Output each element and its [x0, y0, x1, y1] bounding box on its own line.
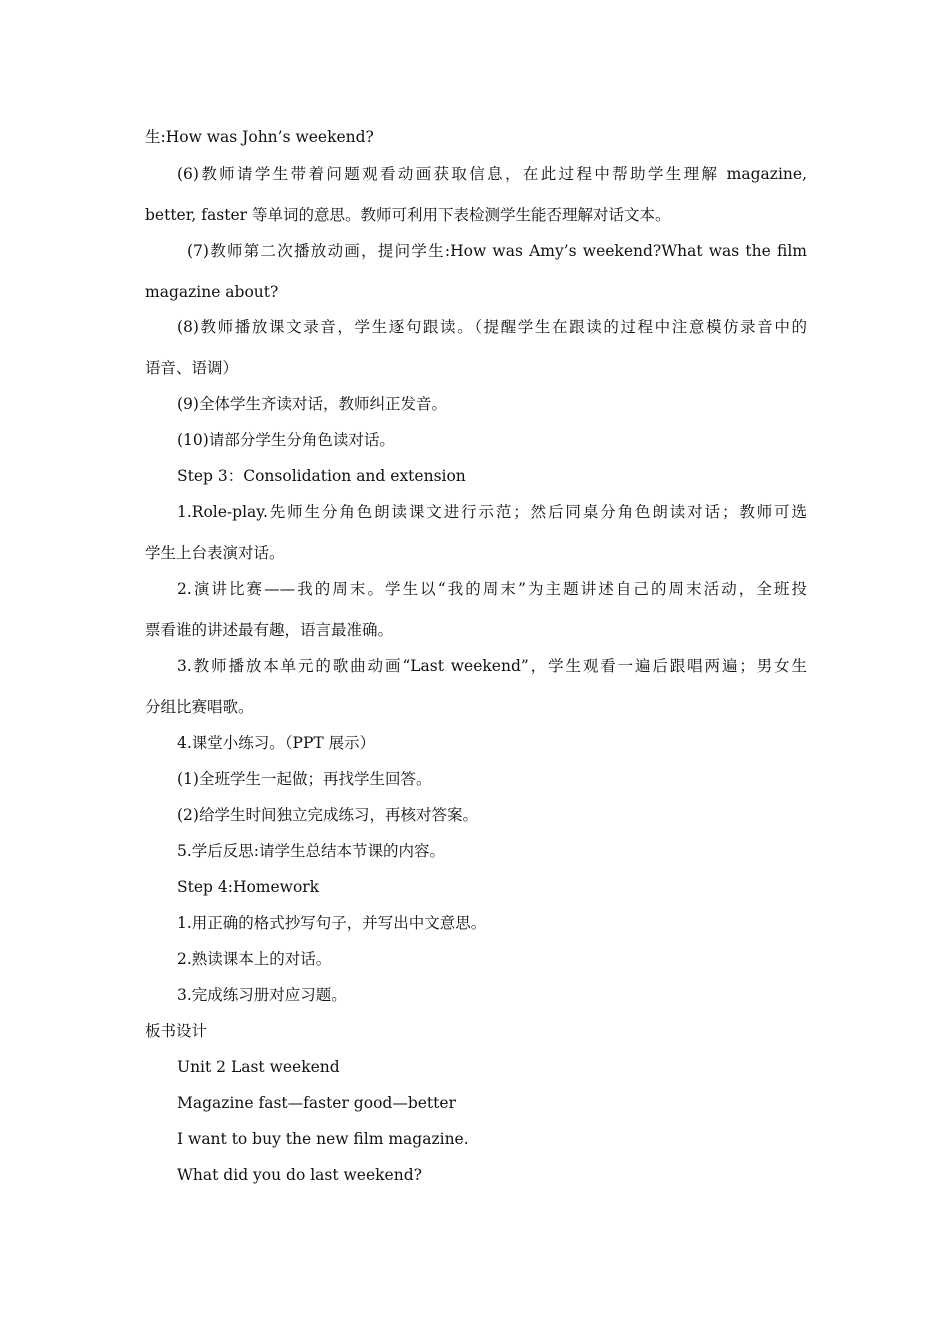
- board-line: Magazine fast—faster good—better: [177, 1094, 456, 1112]
- step-heading: Step 4:Homework: [177, 878, 320, 896]
- section-heading: 板书设计: [145, 1022, 208, 1040]
- text-line: (1)全班学生一起做；再找学生回答。: [177, 770, 432, 788]
- text-line: 语音、语调）: [145, 359, 239, 377]
- text-line: 生:How was John’s weekend?: [145, 128, 374, 146]
- text-line: (8)教师播放课文录音，学生逐句跟读。（提醒学生在跟读的过程中注意模仿录音中的: [177, 318, 807, 336]
- text-line: 3.完成练习册对应习题。: [177, 986, 347, 1004]
- text-line: 2.演讲比赛——我的周末。学生以“我的周末”为主题讲述自己的周末活动，全班投: [177, 580, 807, 598]
- text-line: 1.用正确的格式抄写句子，并写出中文意思。: [177, 914, 487, 932]
- text-line: 2.熟读课本上的对话。: [177, 950, 332, 968]
- text-line: (6)教师请学生带着问题观看动画获取信息，在此过程中帮助学生理解 magazine,: [177, 165, 807, 183]
- text-line: (2)给学生时间独立完成练习，再核对答案。: [177, 806, 478, 824]
- text-line: 分组比赛唱歌。: [145, 698, 254, 716]
- text-line: 学生上台表演对话。: [145, 544, 285, 562]
- step-heading: Step 3：Consolidation and extension: [177, 467, 466, 485]
- board-line: I want to buy the new film magazine.: [177, 1130, 469, 1148]
- text-line: (9)全体学生齐读对话，教师纠正发音。: [177, 395, 447, 413]
- text-line: magazine about?: [145, 283, 279, 301]
- text-line: 5.学后反思:请学生总结本节课的内容。: [177, 842, 446, 860]
- text-line: 4.课堂小练习。（PPT 展示）: [177, 734, 376, 752]
- text-line: (7)教师第二次播放动画，提问学生:How was Amy’s weekend?What was the film: [187, 242, 807, 260]
- text-line: 1.Role-play.先师生分角色朗读课文进行示范；然后同桌分角色朗读对话；教师可选: [177, 503, 807, 521]
- board-line: Unit 2 Last weekend: [177, 1058, 340, 1076]
- text-line: (10)请部分学生分角色读对话。: [177, 431, 395, 449]
- text-line: 3.教师播放本单元的歌曲动画“Last weekend”，学生观看一遍后跟唱两遍；男女生: [177, 657, 807, 675]
- board-line: What did you do last weekend?: [177, 1166, 422, 1184]
- text-line: better, faster 等单词的意思。教师可利用下表检测学生能否理解对话文本。: [145, 206, 671, 224]
- text-line: 票看谁的讲述最有趣，语言最准确。: [145, 621, 394, 639]
